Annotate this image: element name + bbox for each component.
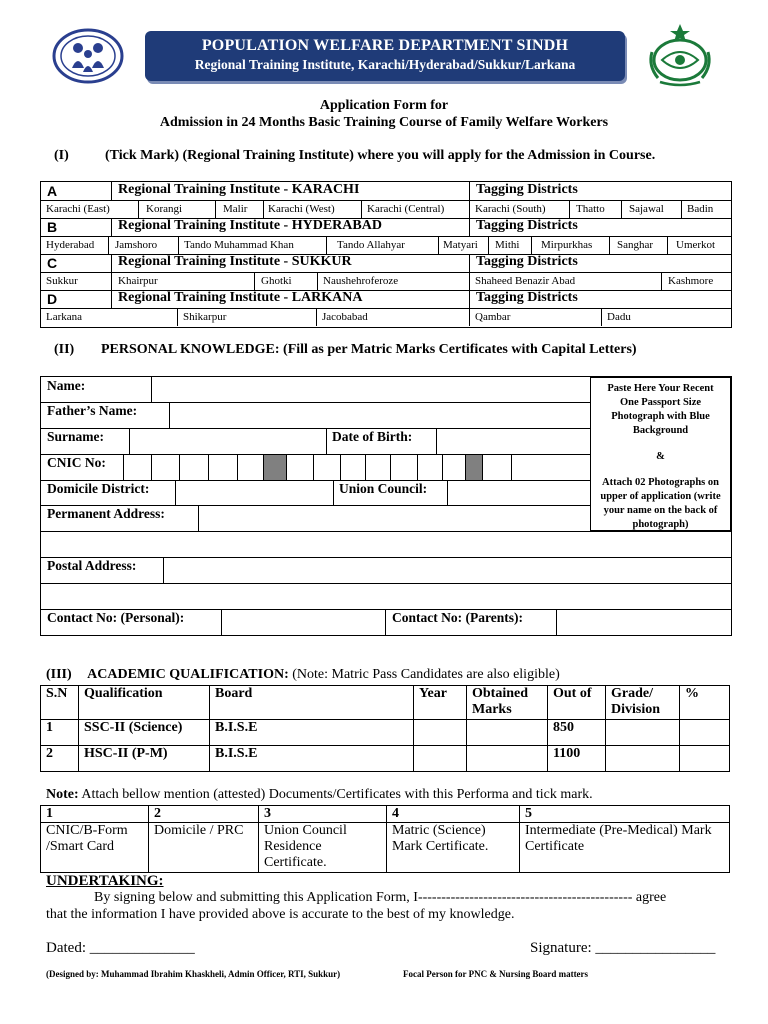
row1-grade[interactable] <box>606 720 680 746</box>
form-title: Application Form for <box>319 98 449 113</box>
undertaking-line2: that the information I have provided above is accurate to the best of my knowledge. <box>46 907 515 922</box>
documents-table <box>40 805 730 873</box>
name-input[interactable] <box>152 377 590 402</box>
section3-note: (Note: Matric Pass Candidates are also eligible) <box>292 667 560 682</box>
population-welfare-logo <box>52 28 124 84</box>
doc-num-3: 3 <box>259 806 387 823</box>
institute-b-name[interactable]: Regional Training Institute - HYDERABAD <box>118 218 382 233</box>
undertaking-title: UNDERTAKING: <box>46 873 164 889</box>
row2-qualification: HSC-II (P-M) <box>79 746 210 772</box>
district-qambar: Qambar <box>475 311 511 323</box>
institute-d-letter: D <box>47 291 58 307</box>
district-shikarpur: Shikarpur <box>183 311 227 323</box>
row1-out-of: 850 <box>548 720 606 746</box>
doc-matric[interactable]: Matric (Science) Mark Certificate. <box>387 823 520 873</box>
row2-out-of: 1100 <box>548 746 606 772</box>
district-sajawal: Sajawal <box>629 203 664 215</box>
institute-subtitle: Regional Training Institute, Karachi/Hyderabad/Sukkur/Larkana <box>194 57 576 72</box>
cnic-input-boxes[interactable] <box>124 455 590 480</box>
institutes-table <box>40 181 732 328</box>
institute-a-letter: A <box>47 183 58 199</box>
name-label: Name: <box>47 378 86 393</box>
row2-board: B.I.S.E <box>210 746 414 772</box>
district-naushehroferoze: Naushehroferoze <box>323 275 399 287</box>
section1-number: (I) <box>54 148 69 163</box>
table-row <box>41 746 730 772</box>
section1-heading: (Tick Mark) (Regional Training Institute) where you will apply for the Admission in Course. <box>105 148 656 163</box>
domicile-input[interactable] <box>176 481 332 505</box>
dated-field[interactable]: Dated: ______________ <box>46 940 195 956</box>
col-obtained-marks: Obtained Marks <box>467 686 548 720</box>
district-umerkot: Umerkot <box>676 239 716 251</box>
contact-parents-input[interactable] <box>557 610 731 635</box>
designed-by: (Designed by: Muhammad Ibrahim Khaskheli, Admin Officer, RTI, Sukkur) <box>46 969 341 979</box>
row2-sn: 2 <box>41 746 79 772</box>
institute-c-name[interactable]: Regional Training Institute - SUKKUR <box>118 254 352 269</box>
note-line <box>46 787 593 803</box>
district-tando-muhammad-khan: Tando Muhammad Khan <box>184 239 294 251</box>
tagging-label-d: Tagging Districts <box>476 290 578 305</box>
col-year: Year <box>414 686 467 720</box>
district-korangi: Korangi <box>146 203 183 215</box>
row1-year[interactable] <box>414 720 467 746</box>
doc-num-5: 5 <box>520 806 730 823</box>
permanent-address-label: Permanent Address: <box>47 506 165 521</box>
district-mithi: Mithi <box>495 239 520 251</box>
institute-a-name[interactable]: Regional Training Institute - KARACHI <box>118 182 360 197</box>
photo-instruction: Paste Here Your Recent One Passport Size Photograph with Blue Background <box>607 383 714 436</box>
department-title: POPULATION WELFARE DEPARTMENT SINDH <box>201 37 569 54</box>
header-banner <box>145 31 625 81</box>
doc-domicile[interactable]: Domicile / PRC <box>149 823 259 873</box>
district-jamshoro: Jamshoro <box>115 239 158 251</box>
row1-board: B.I.S.E <box>210 720 414 746</box>
col-qualification: Qualification <box>79 686 210 720</box>
focal-person: Focal Person for PNC & Nursing Board matters <box>403 969 589 979</box>
union-council-label: Union Council: <box>339 481 428 496</box>
photo-ampersand: & <box>656 451 665 462</box>
doc-union-council[interactable]: Union Council Residence Certificate. <box>259 823 387 873</box>
permanent-address-line2[interactable] <box>41 532 731 557</box>
doc-num-2: 2 <box>149 806 259 823</box>
section3-number: (III) <box>46 667 72 682</box>
section3-heading-row <box>46 667 560 683</box>
doc-cnic[interactable]: CNIC/B-Form /Smart Card <box>41 823 149 873</box>
course-title: Admission in 24 Months Basic Training Course of Family Welfare Workers <box>159 115 609 130</box>
note-text: Attach bellow mention (attested) Documents/Certificates with this Performa and tick mark. <box>81 787 593 802</box>
row1-qualification: SSC-II (Science) <box>79 720 210 746</box>
institute-b-letter: B <box>47 219 58 235</box>
union-council-input[interactable] <box>448 481 590 505</box>
sindh-government-emblem <box>644 22 716 88</box>
note-label: Note: <box>46 787 79 802</box>
doc-num-1: 1 <box>41 806 149 823</box>
domicile-label: Domicile District: <box>47 481 150 496</box>
postal-address-label: Postal Address: <box>47 558 137 573</box>
postal-address-input[interactable] <box>164 558 731 583</box>
district-karachi-south: Karachi (South) <box>475 203 546 215</box>
institute-d-name[interactable]: Regional Training Institute - LARKANA <box>118 290 363 305</box>
table-row <box>41 720 730 746</box>
col-out-of: Out of <box>548 686 606 720</box>
institute-c-letter: C <box>47 255 58 271</box>
dob-input[interactable] <box>437 429 590 454</box>
district-tando-allahyar: Tando Allahyar <box>337 239 405 251</box>
district-kashmore: Kashmore <box>668 275 714 287</box>
tagging-label-c: Tagging Districts <box>476 254 578 269</box>
section3-title: ACADEMIC QUALIFICATION: <box>87 667 289 682</box>
district-shaheed-benazir-abad: Shaheed Benazir Abad <box>475 275 576 287</box>
district-larkana: Larkana <box>46 311 83 323</box>
district-jacobabad: Jacobabad <box>322 311 368 323</box>
section2-heading: PERSONAL KNOWLEDGE: (Fill as per Matric Marks Certificates with Capital Letters) <box>101 342 637 357</box>
doc-intermediate[interactable]: Intermediate (Pre-Medical) Mark Certificate <box>520 823 730 873</box>
contact-personal-label: Contact No: (Personal): <box>47 610 185 625</box>
father-name-label: Father’s Name: <box>47 403 138 418</box>
district-sanghar: Sanghar <box>617 239 654 251</box>
row1-sn: 1 <box>41 720 79 746</box>
cnic-label: CNIC No: <box>47 455 106 470</box>
contact-parents-label: Contact No: (Parents): <box>392 610 523 625</box>
permanent-address-input[interactable] <box>199 506 590 531</box>
district-karachi-central: Karachi (Central) <box>367 203 445 215</box>
row2-year[interactable] <box>414 746 467 772</box>
district-ghotki: Ghotki <box>261 275 292 287</box>
district-karachi-east: Karachi (East) <box>46 203 110 215</box>
section2-number: (II) <box>54 342 75 357</box>
district-thatto: Thatto <box>576 203 605 215</box>
district-badin: Badin <box>687 203 714 215</box>
dob-label: Date of Birth: <box>332 429 413 444</box>
photo-box[interactable] <box>590 377 731 531</box>
academic-table <box>40 685 730 772</box>
col-board: Board <box>210 686 414 720</box>
district-khairpur: Khairpur <box>118 275 158 287</box>
col-percent: % <box>680 686 730 720</box>
surname-input[interactable] <box>130 429 325 454</box>
district-karachi-west: Karachi (West) <box>268 203 335 215</box>
col-grade: Grade/ Division <box>606 686 680 720</box>
photo-attach-note: Attach 02 Photographs on upper of application (write your name on the back of photograph) <box>600 477 721 530</box>
row2-obtained[interactable] <box>467 746 548 772</box>
tagging-label-a: Tagging Districts <box>476 182 578 197</box>
row2-grade[interactable] <box>606 746 680 772</box>
district-malir: Malir <box>223 203 248 215</box>
district-dadu: Dadu <box>607 311 631 323</box>
contact-personal-input[interactable] <box>222 610 384 635</box>
row1-percent[interactable] <box>680 720 730 746</box>
district-sukkur: Sukkur <box>46 275 78 287</box>
surname-label: Surname: <box>47 429 104 444</box>
tagging-label-b: Tagging Districts <box>476 218 578 233</box>
doc-num-4: 4 <box>387 806 520 823</box>
undertaking-line1: By signing below and submitting this Application Form, I---------------------------------------------- agree <box>94 890 667 905</box>
district-hyderabad: Hyderabad <box>46 239 95 251</box>
father-name-input[interactable] <box>170 403 590 428</box>
col-sn: S.N <box>41 686 79 720</box>
row2-percent[interactable] <box>680 746 730 772</box>
signature-field[interactable]: Signature: ________________ <box>530 940 716 956</box>
district-matyari: Matyari <box>443 239 478 251</box>
row1-obtained[interactable] <box>467 720 548 746</box>
district-mirpurkhas: Mirpurkhas <box>541 239 593 251</box>
postal-address-line2[interactable] <box>41 584 731 609</box>
